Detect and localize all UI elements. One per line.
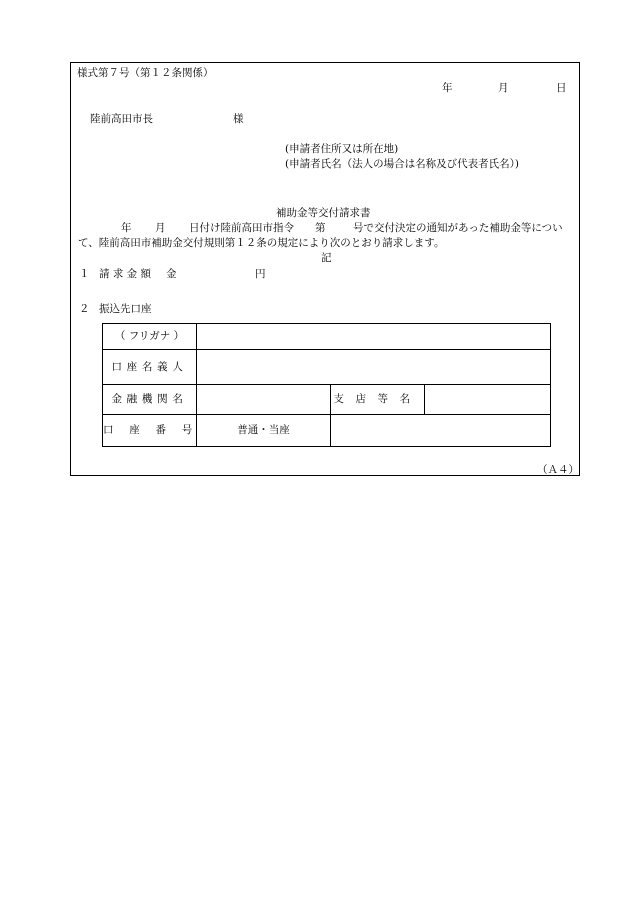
furigana-input-cell[interactable] — [197, 324, 551, 350]
body-text-1: 日付け陸前高田市指令 — [189, 222, 294, 234]
item2-number: ２ — [79, 303, 90, 315]
body-year-label: 年 — [121, 222, 132, 234]
item1-amount-suffix: 円 — [255, 268, 266, 280]
item2-label: 振込先口座 — [99, 303, 152, 315]
date-year-label: 年 — [442, 82, 453, 94]
document-title: 補助金等交付請求書 — [276, 207, 371, 219]
account-holder-label: 口座名義人 — [103, 350, 197, 385]
body-text-2: 号で交付決定の通知があった補助金等につい — [353, 222, 563, 234]
financial-institution-label: 金融機関名 — [103, 385, 197, 415]
date-month-label: 月 — [498, 82, 509, 94]
account-holder-input-cell[interactable] — [197, 350, 551, 385]
body-month-label: 月 — [155, 222, 166, 234]
branch-input-cell[interactable] — [425, 385, 551, 415]
account-number-label: 口座番号 — [103, 415, 197, 447]
furigana-label: （ フリガナ ） — [103, 324, 197, 350]
form-number: 様式第７号（第１２条関係） — [77, 67, 214, 79]
ki-label: 記 — [321, 252, 332, 264]
branch-label: 支店等名 — [331, 385, 425, 415]
applicant-address-label: (申請者住所又は所在地) — [285, 143, 399, 155]
item1-amount-prefix: 金 — [166, 268, 177, 280]
bank-account-table — [102, 323, 551, 447]
account-type-options[interactable]: 普通・当座 — [197, 415, 331, 447]
item1-label: 請 求 金 額 — [99, 268, 152, 280]
date-day-label: 日 — [556, 82, 567, 94]
body-number-prefix: 第 — [315, 222, 326, 234]
account-number-input-cell[interactable] — [331, 415, 551, 447]
item1-number: １ — [79, 268, 90, 280]
addressee-honorific: 様 — [233, 113, 244, 125]
addressee-name: 陸前高田市長 — [90, 113, 153, 125]
applicant-name-label: (申請者氏名（法人の場合は名称及び代表者氏名）) — [285, 158, 519, 170]
financial-institution-input-cell[interactable] — [197, 385, 331, 415]
body-line-2: て、陸前高田市補助金交付規則第１２条の規定により次のとおり請求します。 — [78, 237, 445, 249]
paper-size-label: （Ａ４） — [537, 464, 579, 476]
